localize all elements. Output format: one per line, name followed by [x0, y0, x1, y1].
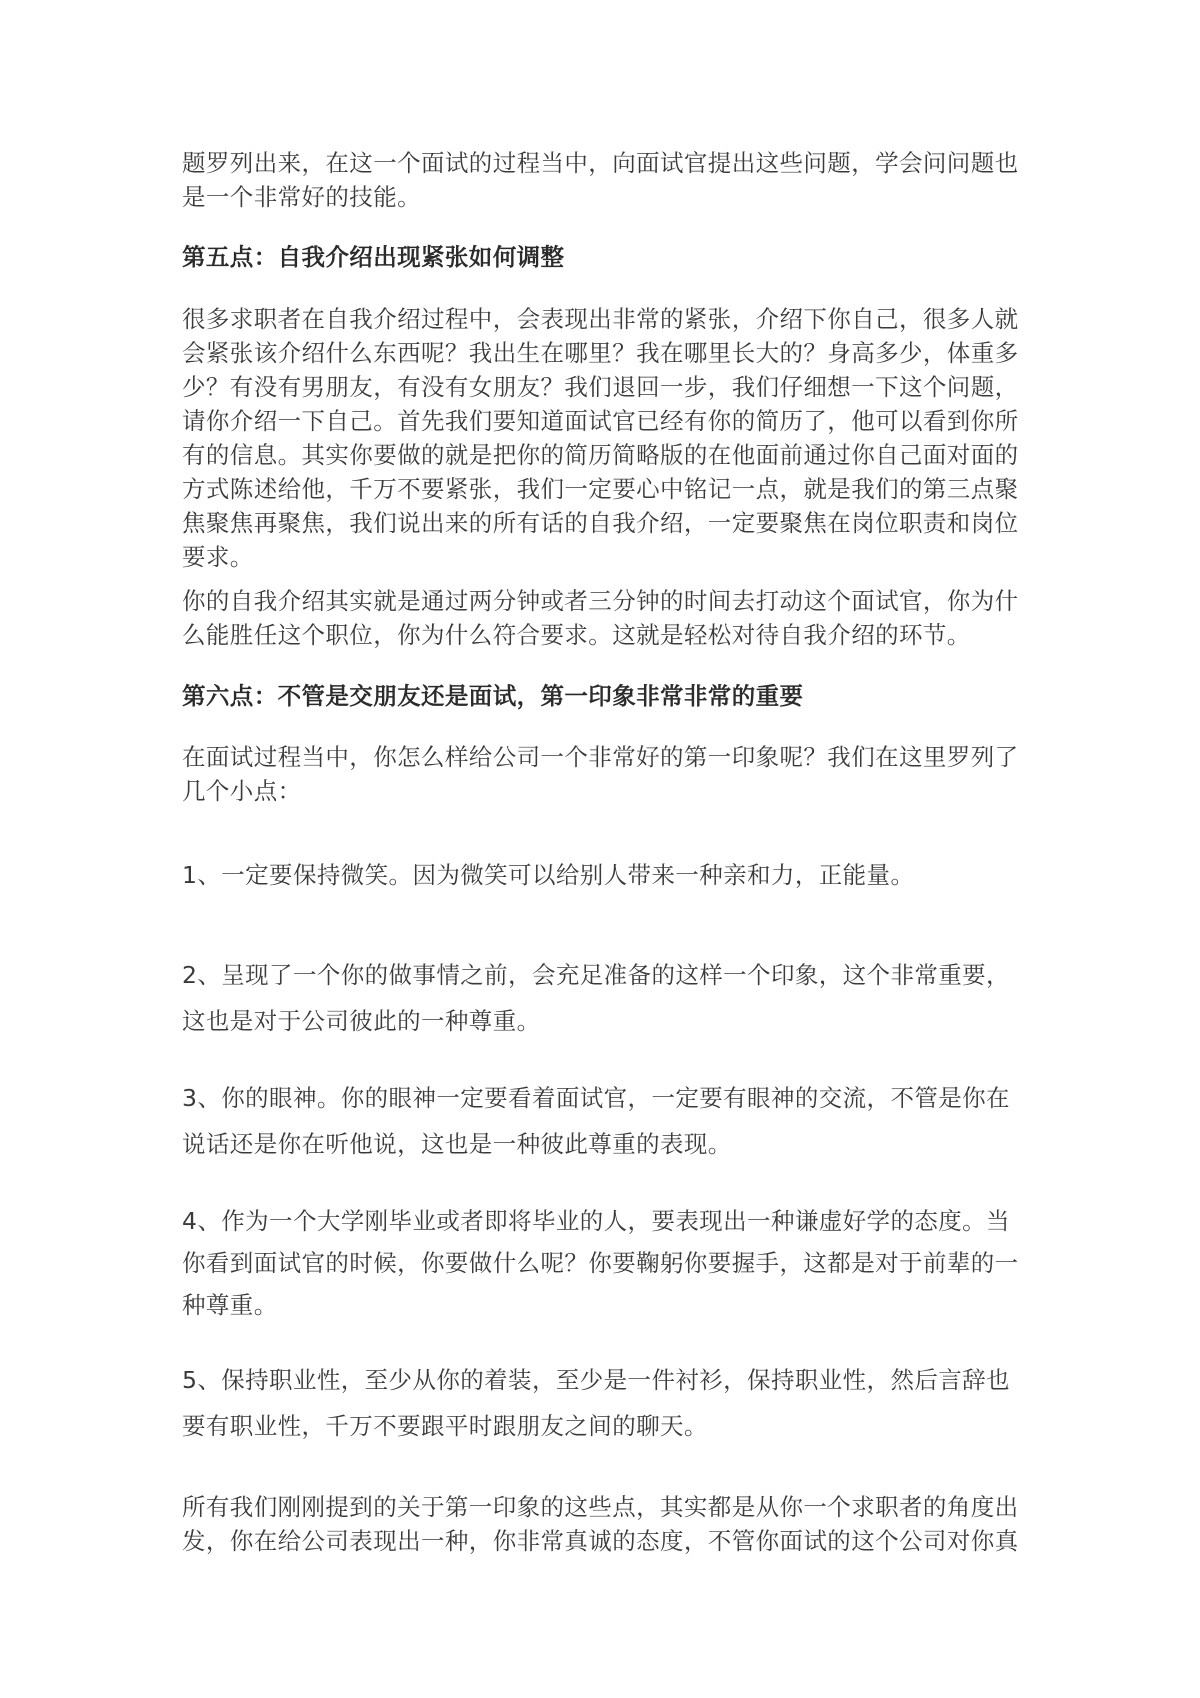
list-item: [182, 1075, 1028, 1167]
text-line: 几个小点：: [182, 777, 302, 805]
paragraph: [182, 146, 1028, 214]
text-line: 你的自我介绍其实就是通过两分钟或者三分钟的时间去打动这个面试官，你为什: [182, 587, 1019, 615]
text-line: 很多求职者在自我介绍过程中，会表现出非常的紧张，介绍下你自己，很多人就: [182, 305, 1019, 333]
text-line: 发，你在给公司表现出一种，你非常真诚的态度，不管你面试的这个公司对你真: [182, 1527, 1019, 1555]
text-line: 说话还是你在听他说，这也是一种彼此尊重的表现。: [182, 1130, 732, 1158]
text-line: 要求。: [182, 543, 254, 571]
text-line: 方式陈述给他，千万不要紧张，我们一定要心中铭记一点，就是我们的第三点聚: [182, 475, 1019, 503]
text-line: 会紧张该介绍什么东西呢？我出生在哪里？我在哪里长大的？身高多少，体重多: [182, 339, 1019, 367]
text-line: 3、你的眼神。你的眼神一定要看着面试官，一定要有眼神的交流，不管是你在: [182, 1084, 1010, 1112]
text-line: 这也是对于公司彼此的一种尊重。: [182, 1007, 541, 1035]
paragraph: [182, 584, 1028, 652]
list-item: [182, 858, 1028, 892]
heading-text: 第六点：不管是交朋友还是面试，第一印象非常非常的重要: [182, 682, 804, 710]
text-line: 少？有没有男朋友，有没有女朋友？我们退回一步，我们仔细想一下这个问题，: [182, 373, 1019, 401]
text-line: 焦聚焦再聚焦，我们说出来的所有话的自我介绍，一定要聚焦在岗位职责和岗位: [182, 509, 1019, 537]
text-line: 有的信息。其实你要做的就是把你的简历简略版的在他面前通过你自己面对面的: [182, 441, 1019, 469]
paragraph: [182, 1490, 1028, 1558]
paragraph: [182, 302, 1028, 574]
text-line: 你看到面试官的时候，你要做什么呢？你要鞠躬你要握手，这都是对于前辈的一: [182, 1249, 1019, 1277]
text-line: 是一个非常好的技能。: [182, 183, 421, 211]
paragraph: [182, 740, 1028, 808]
text-line: 题罗列出来，在这一个面试的过程当中，向面试官提出这些问题，学会问问题也: [182, 149, 1019, 177]
text-line: 2、呈现了一个你的做事情之前，会充足准备的这样一个印象，这个非常重要，: [182, 961, 1010, 989]
text-line: 所有我们刚刚提到的关于第一印象的这些点，其实都是从你一个求职者的角度出: [182, 1493, 1019, 1521]
section-heading: [182, 679, 1028, 713]
text-line: 请你介绍一下自己。首先我们要知道面试官已经有你的简历了，他可以看到你所: [182, 407, 1019, 435]
text-line: 5、保持职业性，至少从你的着装，至少是一件衬衫，保持职业性，然后言辞也: [182, 1366, 1010, 1394]
heading-text: 第五点：自我介绍出现紧张如何调整: [182, 243, 565, 271]
text-line: 4、作为一个大学刚毕业或者即将毕业的人，要表现出一种谦虚好学的态度。当: [182, 1207, 1010, 1235]
list-item: [182, 952, 1028, 1044]
list-item: [182, 1357, 1028, 1449]
text-line: 1、一定要保持微笑。因为微笑可以给别人带来一种亲和力，正能量。: [182, 861, 915, 889]
text-line: 么能胜任这个职位，你为什么符合要求。这就是轻松对待自我介绍的环节。: [182, 621, 971, 649]
list-item: [182, 1200, 1028, 1326]
text-line: 要有职业性，千万不要跟平时跟朋友之间的聊天。: [182, 1412, 708, 1440]
text-line: 在面试过程当中，你怎么样给公司一个非常好的第一印象呢？我们在这里罗列了: [182, 743, 1019, 771]
section-heading: [182, 240, 1028, 274]
text-line: 种尊重。: [182, 1291, 278, 1319]
